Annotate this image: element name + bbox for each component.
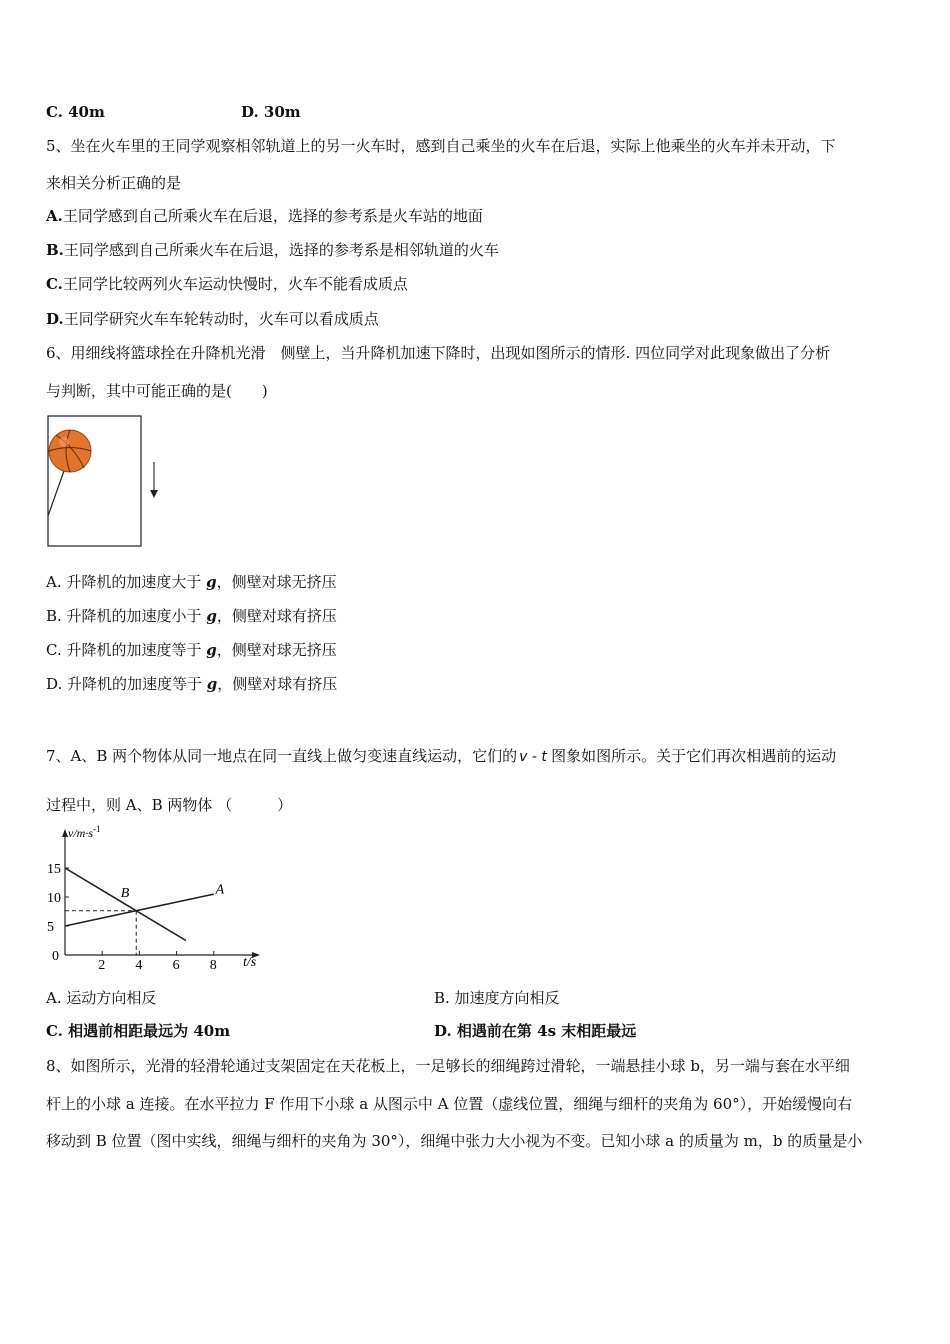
q7-stem-line1 <box>46 746 836 766</box>
option-letter: D. <box>46 310 64 328</box>
q7-option-b: B. 加速度方向相反 <box>434 989 560 1007</box>
q8-line2: 杆上的小球 a 连接。在水平拉力 F 作用下小球 a 从图示中 A 位置（虚线位置，细绳与细杆的夹角为 60°），开始缓慢向右 <box>46 1095 853 1113</box>
g-symbol: g <box>206 641 217 659</box>
g-symbol: g <box>206 573 217 591</box>
q6-option-b <box>46 606 337 626</box>
q7-stem-line2: 过程中，则 A、B 两物体 （ ） <box>46 796 293 814</box>
q7-option-a: A. 运动方向相反 <box>46 989 157 1007</box>
y-tick-label: 10 <box>47 891 61 906</box>
q8-line1: 8、如图所示，光滑的轻滑轮通过支架固定在天花板上，一足够长的细绳跨过滑轮，一端悬挂小球 b，另一端与套在水平细 <box>46 1057 850 1075</box>
option-text: 王同学感到自己所乘火车在后退，选择的参考系是相邻轨道的火车 <box>63 241 499 259</box>
option-prefix: C. 升降机的加速度等于 <box>46 641 207 659</box>
q6-option-d <box>46 674 337 694</box>
q4-option-c: C. 40m <box>46 103 105 121</box>
basketball-icon <box>49 430 91 472</box>
x-tick-label: 2 <box>98 958 106 973</box>
option-prefix: A. 升降机的加速度大于 <box>46 573 207 591</box>
y-tick-label: 15 <box>47 862 61 877</box>
option-prefix: B. 升降机的加速度小于 <box>46 607 207 625</box>
x-tick-label: 6 <box>172 958 180 973</box>
option-text: 王同学感到自己所乘火车在后退，选择的参考系是火车站的地面 <box>62 207 483 225</box>
downward-arrow-icon <box>150 462 158 498</box>
x-tick-label: 8 <box>209 958 217 973</box>
option-suffix: ，侧壁对球有挤压 <box>217 675 338 693</box>
vt-graph <box>44 822 269 974</box>
g-symbol: g <box>206 607 217 625</box>
q8-line3: 移动到 B 位置（图中实线，细绳与细杆的夹角为 30°），细绳中张力大小视为不变。已知小球 a 的质量为 m，b 的质量是小 <box>46 1132 863 1150</box>
q7-stem-part2: 图象如图所示。关于它们再次相遇前的运动 <box>551 747 837 765</box>
q5-option-d <box>46 309 379 329</box>
q6-stem-line2: 与判断，其中可能正确的是( ) <box>46 382 268 400</box>
q6-option-c <box>46 640 337 660</box>
series-line-a <box>65 894 214 926</box>
q6-option-a <box>46 572 337 592</box>
q7-stem-part1: 7、A、B 两个物体从同一地点在同一直线上做匀变速直线运动，它们的 <box>46 747 518 765</box>
option-text: 王同学研究火车车轮转动时，火车可以看成质点 <box>63 310 379 328</box>
y-tick-label: 5 <box>47 920 54 935</box>
option-letter: A. <box>46 207 63 225</box>
q4-option-d: D. 30m <box>241 103 301 121</box>
x-axis-label: t/s <box>243 955 257 970</box>
option-prefix: D. 升降机的加速度等于 <box>46 675 207 693</box>
g-symbol: g <box>206 675 218 693</box>
elevator-basketball-figure <box>44 412 164 550</box>
q7-option-c: C. 相遇前相距最远为 40m <box>46 1022 231 1040</box>
series-label-a: A <box>215 882 225 898</box>
option-text: 王同学比较两列火车运动快慢时，火车不能看成质点 <box>62 275 408 293</box>
q6-stem-line1: 6、用细线将篮球拴在升降机光滑 侧壁上，当升降机加速下降时，出现如图所示的情形. 四位同学对此现象做出了分析 <box>46 344 831 362</box>
origin-label: 0 <box>52 949 59 964</box>
series-label-b: B <box>120 886 130 901</box>
option-suffix: ，侧壁对球无挤压 <box>216 573 337 591</box>
option-suffix: ，侧壁对球无挤压 <box>216 641 337 659</box>
y-axis-label: $v/m\cdot s^{-1}$ <box>68 824 101 840</box>
q5-option-a <box>46 206 483 226</box>
q5-stem-line2: 来相关分析正确的是 <box>46 174 182 192</box>
option-letter: C. <box>46 275 63 293</box>
option-suffix: ，侧壁对球有挤压 <box>216 607 337 625</box>
option-letter: B. <box>46 241 64 259</box>
q5-option-c <box>46 274 408 294</box>
vt-label: v - t <box>519 749 547 765</box>
q5-option-b <box>46 240 499 260</box>
q7-option-d: D. 相遇前在第 4s 末相距最远 <box>434 1022 637 1040</box>
string-line <box>48 468 65 516</box>
q5-stem-line1: 5、坐在火车里的王同学观察相邻轨道上的另一火车时，感到自己乘坐的火车在后退，实际上他乘坐的火车并未开动，下 <box>46 137 836 155</box>
x-tick-label: 4 <box>135 958 143 973</box>
